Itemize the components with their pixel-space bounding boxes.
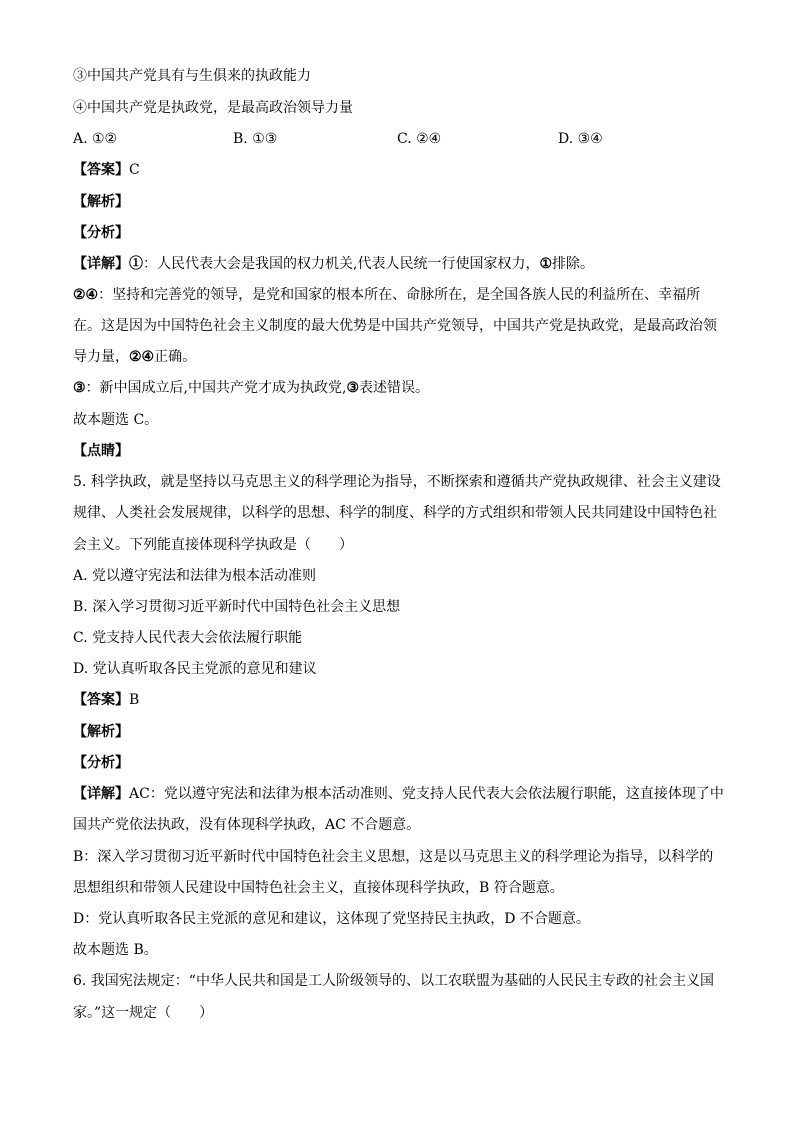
detail-text: ：新中国成立后,中国共产党才成为执政党, (85, 380, 347, 396)
q5-option-b: B. 深入学习贯彻习近平新时代中国特色社会主义思想 (73, 599, 401, 615)
q4-choices (73, 129, 713, 149)
q4-dianjing-tag: 【点睛】 (73, 443, 129, 459)
q4-choice-b: B. ①③ (233, 131, 278, 147)
q5-option-c: C. 党支持人民代表大会依法履行职能 (73, 630, 303, 646)
q5-answer (73, 690, 139, 710)
q5-option-d: D. 党认真听取各民主党派的意见和建议 (73, 661, 317, 677)
q5-detail-b-line2: 思想组织和带领人民建设中国特色社会主义，直接体现科学执政，B 符合题意。 (73, 880, 564, 896)
detail-marker: ③ (346, 380, 360, 396)
q4-option-4: ④中国共产党是执政党，是最高政治领导力量 (73, 100, 353, 116)
q4-fenxi-tag: 【分析】 (73, 225, 129, 241)
detail-text: 排除。 (552, 256, 595, 272)
detail-marker: ③ (73, 380, 86, 396)
q4-choice-c: C. ②④ (397, 131, 442, 147)
q4-detail-2-line3 (73, 347, 196, 367)
q5-detail-ac-line1 (73, 784, 724, 804)
detail-marker: ②④ (73, 287, 99, 303)
detail-text: ：人民代表大会是我国的权力机关,代表人民统一行使国家权力， (143, 256, 540, 272)
detail-marker: ① (539, 256, 553, 272)
q5-fenxi-tag: 【分析】 (73, 755, 129, 771)
q4-detail-2-line2: 在。这是因为中国特色社会主义制度的最大优势是中国共产党领导，中国共产党是执政党，是最高政治领 (73, 318, 717, 334)
q5-stem-line1: 5. 科学执政，就是坚持以马克思主义的科学理论为指导，不断探索和遵循共产党执政规律、社会主义建设 (73, 474, 721, 490)
q5-option-a: A. 党以遵守宪法和法律为根本活动准则 (73, 568, 317, 584)
q4-option-3: ③中国共产党具有与生俱来的执政能力 (73, 68, 311, 84)
answer-tag: 【答案】 (73, 692, 129, 708)
answer-tag: 【答案】 (73, 162, 129, 178)
detail-text: 正确。 (154, 349, 197, 365)
q5-stem-line2: 规律、人类社会发展规律，以科学的思想、科学的制度、科学的方式组织和带领人民共同建设中国特色社 (73, 505, 717, 521)
answer-value: C (129, 162, 140, 178)
q4-detail-3 (73, 378, 429, 398)
detail-marker: ②④ (129, 349, 155, 365)
q4-choice-d: D. ③④ (558, 131, 603, 147)
detail-tag: 【详解】 (73, 256, 129, 272)
detail-text: AC：党以遵守宪法和法律为根本活动准则、党支持人民代表大会依法履行职能，这直接体现了中 (129, 786, 724, 802)
q5-detail-ac-line2: 国共产党依法执政，没有体现科学执政，AC 不合题意。 (73, 817, 421, 833)
detail-marker: ① (129, 256, 143, 272)
q4-choice-a: A. ①② (73, 131, 118, 147)
q5-stem-line3: 会主义。下列能直接体现科学执政是（ ） (73, 537, 353, 553)
q6-stem-line2: 家。”这一规定（ ） (73, 1005, 214, 1021)
detail-text: 表述错误。 (359, 380, 430, 396)
q5-analysis-tag: 【解析】 (73, 724, 129, 740)
q4-conclusion: 故本题选 C。 (73, 412, 159, 428)
detail-text: ：坚持和完善党的领导，是党和国家的根本所在、命脉所在，是全国各族人民的利益所在、幸福所 (98, 287, 701, 303)
q4-answer (73, 160, 140, 180)
q6-stem-line1: 6. 我国宪法规定：“中华人民共和国是工人阶级领导的、以工农联盟为基础的人民民主专政的社会主义国 (73, 973, 714, 989)
detail-text: 导力量， (73, 349, 129, 365)
detail-tag: 【详解】 (73, 786, 129, 802)
q4-analysis-tag: 【解析】 (73, 194, 129, 210)
q5-conclusion: 故本题选 B。 (73, 942, 158, 958)
q5-detail-b-line1: B：深入学习贯彻习近平新时代中国特色社会主义思想，这是以马克思主义的科学理论为指导，以科学的 (73, 849, 714, 865)
answer-value: B (129, 692, 140, 708)
q4-detail-1 (73, 254, 594, 274)
q4-detail-2-line1 (73, 285, 700, 305)
q5-detail-d: D：党认真听取各民主党派的意见和建议，这体现了党坚持民主执政，D 不合题意。 (73, 911, 590, 927)
